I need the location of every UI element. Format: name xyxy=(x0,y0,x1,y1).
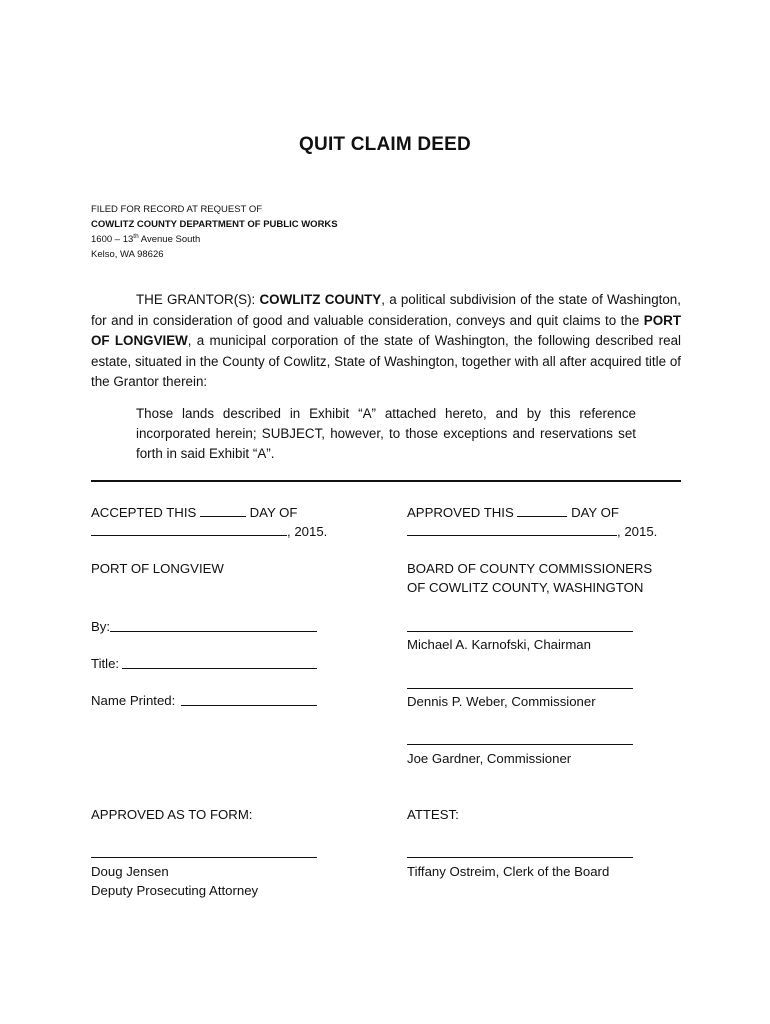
section-divider xyxy=(91,480,681,482)
approved-month-blank[interactable] xyxy=(407,523,617,536)
filed-line-4: Kelso, WA 98626 xyxy=(91,249,164,260)
name-printed-label: Name Printed: xyxy=(91,693,176,708)
approved-suffix: DAY OF xyxy=(567,505,619,520)
filed-address-suffix: th xyxy=(133,232,139,240)
approved-date-line xyxy=(407,523,657,540)
accepted-this-line xyxy=(91,504,298,521)
filed-line-1: FILED FOR RECORD AT REQUEST OF xyxy=(91,204,263,215)
signer-weber: Dennis P. Weber, Commissioner xyxy=(407,694,596,709)
approved-as-to-form-label: APPROVED AS TO FORM: xyxy=(91,807,253,822)
grantor-paragraph xyxy=(91,290,681,393)
board-line-2: OF COWLITZ COUNTY, WASHINGTON xyxy=(407,580,644,595)
chairman-signature-line[interactable] xyxy=(407,631,633,632)
accepted-date-line xyxy=(91,523,327,540)
approved-prefix: APPROVED THIS xyxy=(407,505,518,520)
signer-chairman: Michael A. Karnofski, Chairman xyxy=(407,637,591,652)
approved-day-blank[interactable] xyxy=(517,504,567,517)
grantee-name: PORT OF LONGVIEW xyxy=(91,312,681,348)
title-signature-line[interactable] xyxy=(122,668,317,669)
grantor-text-1: , a political subdivision of the state of Washington, for and in consideration of good and valuable consideration, conveys and quit claims to the xyxy=(91,292,681,328)
clerk-name: Tiffany Ostreim, Clerk of the Board xyxy=(407,864,610,879)
board-line-1: BOARD OF COUNTY COMMISSIONERS xyxy=(407,561,653,576)
commissioner-weber-signature-line[interactable] xyxy=(407,688,633,689)
filed-line-3 xyxy=(91,232,338,247)
filed-for-record-block xyxy=(91,202,338,262)
approved-year: , 2015. xyxy=(617,524,658,539)
by-label: By: xyxy=(91,619,111,634)
clerk-signature-line[interactable] xyxy=(407,857,633,858)
accepted-suffix: DAY OF xyxy=(245,505,298,520)
by-signature-line[interactable] xyxy=(110,631,317,632)
page-title: QUIT CLAIM DEED xyxy=(299,134,471,155)
filed-line-2: COWLITZ COUNTY DEPARTMENT OF PUBLIC WORKS xyxy=(91,219,338,230)
name-printed-line[interactable] xyxy=(181,705,317,706)
grantor-text-2: , a municipal corporation of the state of Washington, the following described real estate, situated in the County of Cowlitz, State of Washington, together with all after acquired title of the Grantor therein: xyxy=(91,333,681,389)
filed-address-number: 1600 – 13 xyxy=(91,234,134,245)
party-port-of-longview: PORT OF LONGVIEW xyxy=(91,561,224,576)
accepted-day-blank[interactable] xyxy=(200,504,246,517)
attorney-title: Deputy Prosecuting Attorney xyxy=(91,883,259,898)
signer-gardner: Joe Gardner, Commissioner xyxy=(407,751,572,766)
grantor-name: COWLITZ COUNTY xyxy=(259,292,382,307)
accepted-month-blank[interactable] xyxy=(91,523,287,536)
commissioner-gardner-signature-line[interactable] xyxy=(407,744,633,745)
accepted-prefix: ACCEPTED THIS xyxy=(91,505,200,520)
attorney-name: Doug Jensen xyxy=(91,864,169,879)
grantor-lead: THE GRANTOR(S): xyxy=(136,292,260,307)
accepted-year: , 2015. xyxy=(287,524,328,539)
title-label: Title: xyxy=(91,656,120,671)
approved-this-line xyxy=(407,504,619,521)
attorney-signature-line[interactable] xyxy=(91,857,317,858)
attest-label: ATTEST: xyxy=(407,807,459,822)
filed-address-street: Avenue South xyxy=(138,234,201,245)
exhibit-paragraph: Those lands described in Exhibit “A” attached hereto, and by this reference incorporated herein; SUBJECT, however, to those exceptions and reservations set forth in said Exhibit “A”. xyxy=(136,406,636,461)
